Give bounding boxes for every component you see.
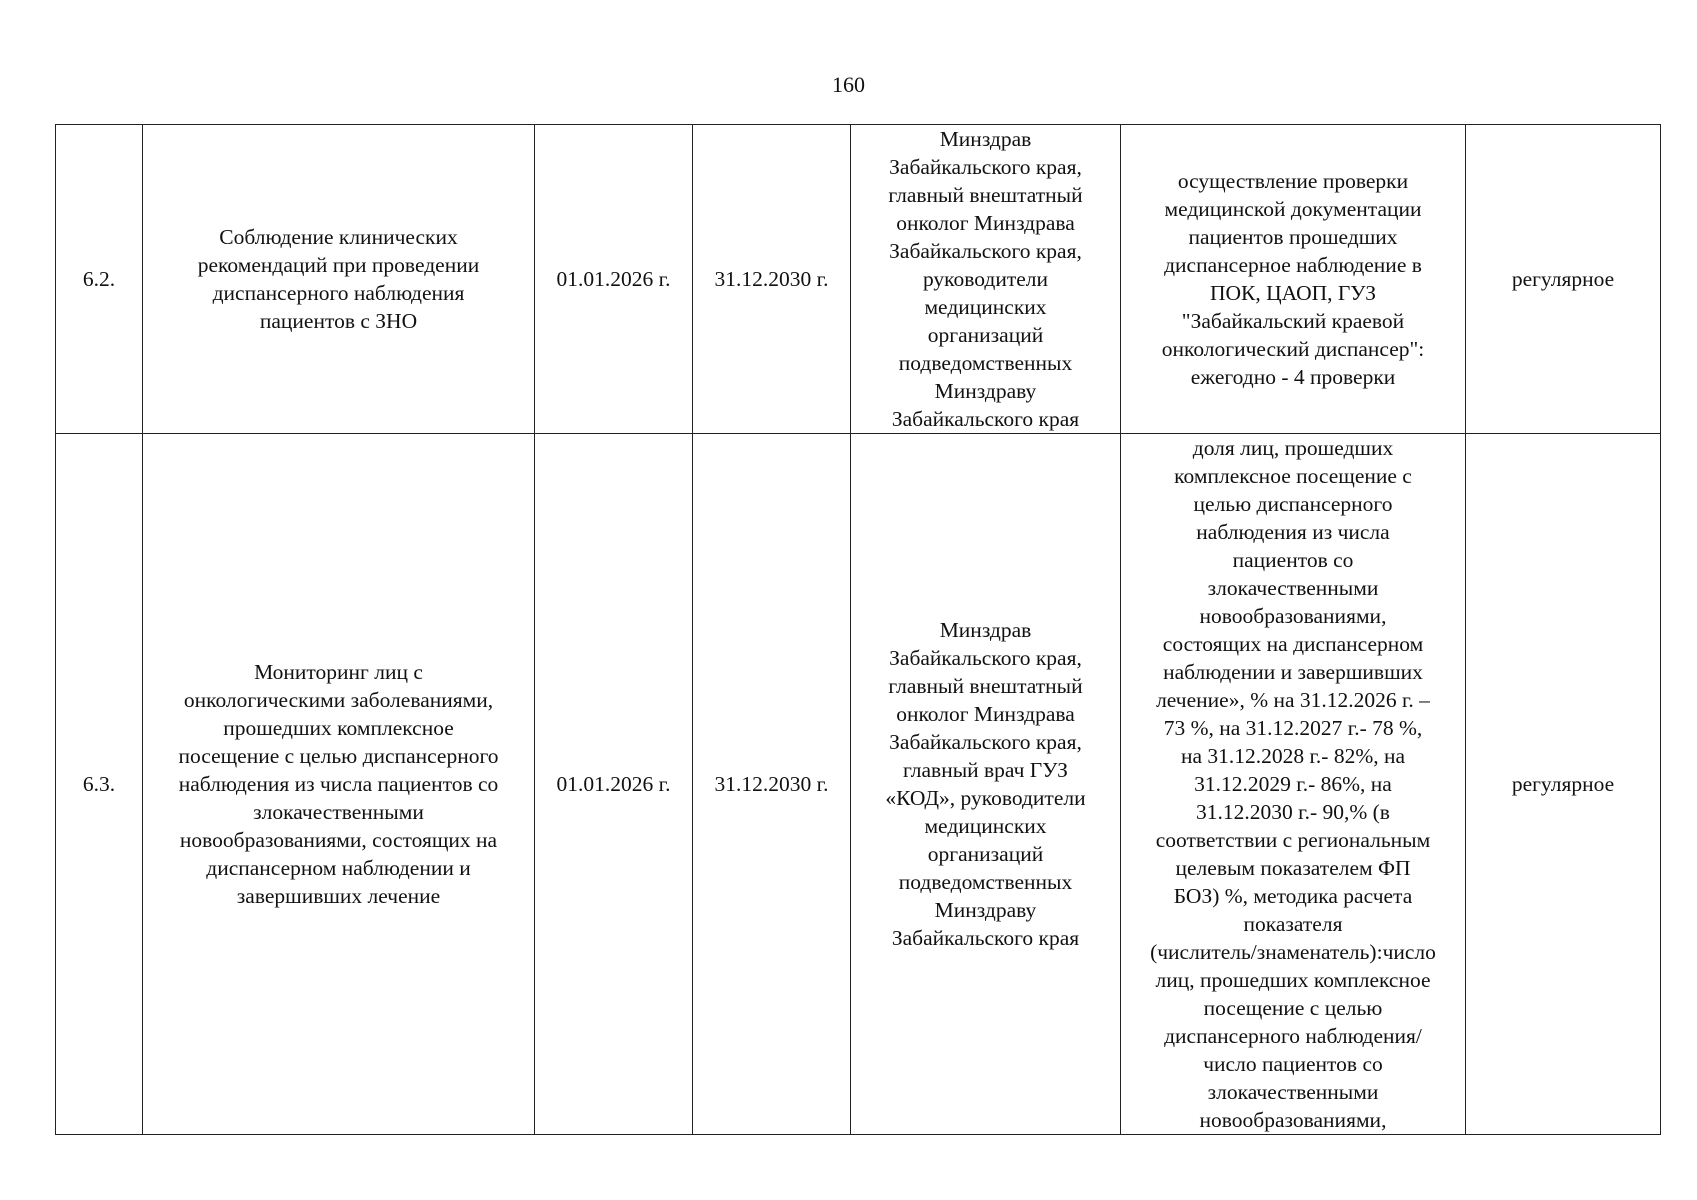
- event-type: регулярное: [1466, 434, 1661, 1135]
- start-date: 01.01.2026 г.: [535, 434, 693, 1135]
- table-row: [56, 125, 1661, 434]
- responsible-executors: Минздрав Забайкальского края, главный внештатный онколог Минздрава Забайкальского края, главный врач ГУЗ «КОД», руководители медицинских организаций подведомственных Минздраву Забайкальского края: [851, 434, 1121, 1135]
- row-number: 6.3.: [56, 434, 143, 1135]
- event-name: Мониторинг лиц с онкологическими заболеваниями, прошедших комплексное посещение с целью диспансерного наблюдения из числа пациентов со злокачественными новообразованиями, состоящих на диспансерном наблюдении и завершивших лечение: [143, 434, 535, 1135]
- start-date: 01.01.2026 г.: [535, 125, 693, 434]
- expected-result: осуществление проверки медицинской документации пациентов прошедших диспансерное наблюдение в ПОК, ЦАОП, ГУЗ "Забайкальский краевой онкологический диспансер": ежегодно - 4 проверки: [1121, 125, 1466, 434]
- event-type: регулярное: [1466, 125, 1661, 434]
- end-date: 31.12.2030 г.: [693, 434, 851, 1135]
- page-number: 160: [832, 72, 865, 97]
- row-number: 6.2.: [56, 125, 143, 434]
- responsible-executors: Минздрав Забайкальского края, главный внештатный онколог Минздрава Забайкальского края, руководители медицинских организаций подведомственных Минздраву Забайкальского края: [851, 125, 1121, 434]
- table-row: [56, 434, 1661, 1135]
- expected-result: доля лиц, прошедших комплексное посещение с целью диспансерного наблюдения из числа пациентов со злокачественными новообразованиями, состоящих на диспансерном наблюдении и завершивших лечение», % на 31.12.2026 г. – 73 %, на 31.12.2027 г.- 78 %, на 31.12.2028 г.- 82%, на 31.12.2029 г.- 86%, на 31.12.2030 г.- 90,% (в соответствии с региональным целевым показателем ФП БОЗ) %, методика расчета показателя (числитель/знаменатель):число лиц, прошедших комплексное посещение с целью диспансерного наблюдения/ число пациентов со злокачественными новообразованиями,: [1121, 434, 1466, 1135]
- event-name: Соблюдение клинических рекомендаций при проведении диспансерного наблюдения пациентов с ЗНО: [143, 125, 535, 434]
- end-date: 31.12.2030 г.: [693, 125, 851, 434]
- measures-table: [55, 124, 1661, 1135]
